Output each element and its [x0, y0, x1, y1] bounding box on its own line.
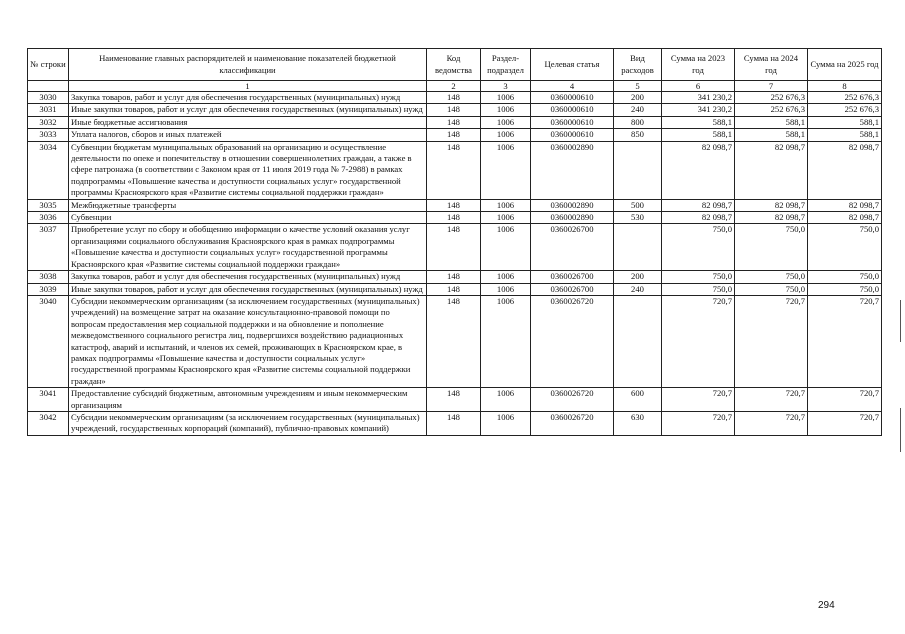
row-dept-code: 148 [427, 212, 481, 224]
row-dept-code: 148 [427, 388, 481, 412]
row-expense-type: 600 [614, 388, 662, 412]
row-target-article: 0360026720 [531, 388, 614, 412]
row-dept-code: 148 [427, 92, 481, 104]
row-sum-2024: 82 098,7 [735, 141, 808, 199]
row-sum-2025: 720,7 [808, 388, 882, 412]
table-row [28, 271, 882, 283]
row-sum-2024: 252 676,3 [735, 92, 808, 104]
table-header [28, 49, 882, 92]
row-section: 1006 [481, 388, 531, 412]
row-sum-2024: 82 098,7 [735, 199, 808, 211]
header-sum-2023: Сумма на 2023 год [662, 49, 735, 81]
row-name: Закупка товаров, работ и услуг для обеспечения государственных (муниципальных) нужд [69, 92, 427, 104]
row-sum-2023: 82 098,7 [662, 199, 735, 211]
row-expense-type: 200 [614, 92, 662, 104]
row-sum-2023: 720,7 [662, 295, 735, 387]
row-sum-2023: 341 230,2 [662, 104, 735, 116]
col-number: 2 [427, 81, 481, 92]
header-sum-2025: Сумма на 2025 год [808, 49, 882, 81]
table-row [28, 283, 882, 295]
row-name: Уплата налогов, сборов и иных платежей [69, 129, 427, 141]
scan-mark [900, 408, 901, 452]
row-sum-2023: 341 230,2 [662, 92, 735, 104]
header-sum-2024: Сумма на 2024 год [735, 49, 808, 81]
row-sum-2025: 588,1 [808, 129, 882, 141]
row-dept-code: 148 [427, 283, 481, 295]
row-section: 1006 [481, 212, 531, 224]
row-section: 1006 [481, 92, 531, 104]
col-number: 5 [614, 81, 662, 92]
row-dept-code: 148 [427, 116, 481, 128]
row-sum-2024: 588,1 [735, 129, 808, 141]
row-target-article: 0360000610 [531, 104, 614, 116]
row-number: 3035 [28, 199, 69, 211]
col-number: 6 [662, 81, 735, 92]
row-sum-2025: 750,0 [808, 224, 882, 271]
row-name: Субсидии некоммерческим организациям (за исключением государственных (муниципальных) учреждений) на возмещение затрат на оказание консультационно-правовой помощи по вопросам предоставления мер социальной поддержки и на обновление и пополнение межведомственного социального регистра лиц, подвергшихся воздействию радиационных катастроф, аварий и испытаний, и членов их семей, проживающих в Красноярском крае, в рамках подпрограммы «Повышение качества и доступности социальных услуг» государственной программы Красноярского края «Развитие системы социальной поддержки граждан» [69, 295, 427, 387]
row-target-article: 0360000610 [531, 92, 614, 104]
row-sum-2023: 588,1 [662, 129, 735, 141]
row-sum-2025: 750,0 [808, 271, 882, 283]
row-expense-type: 240 [614, 104, 662, 116]
col-number: 3 [481, 81, 531, 92]
row-number: 3037 [28, 224, 69, 271]
row-sum-2025: 82 098,7 [808, 199, 882, 211]
row-section: 1006 [481, 104, 531, 116]
row-section: 1006 [481, 283, 531, 295]
row-sum-2024: 82 098,7 [735, 212, 808, 224]
row-name: Субсидии некоммерческим организациям (за исключением государственных (муниципальных) учреждений, государственных корпораций (компаний), публично-правовых компаний) [69, 411, 427, 435]
row-sum-2025: 82 098,7 [808, 212, 882, 224]
row-expense-type: 850 [614, 129, 662, 141]
row-target-article: 0360026720 [531, 295, 614, 387]
col-number: 4 [531, 81, 614, 92]
row-dept-code: 148 [427, 295, 481, 387]
row-sum-2025: 720,7 [808, 411, 882, 435]
row-expense-type [614, 141, 662, 199]
row-number: 3039 [28, 283, 69, 295]
header-target-article: Целевая статья [531, 49, 614, 81]
row-number: 3041 [28, 388, 69, 412]
row-expense-type: 630 [614, 411, 662, 435]
table-row [28, 199, 882, 211]
row-section: 1006 [481, 116, 531, 128]
row-number: 3036 [28, 212, 69, 224]
row-sum-2025: 252 676,3 [808, 104, 882, 116]
row-target-article: 0360000610 [531, 116, 614, 128]
table-body [28, 92, 882, 436]
header-expense-type: Вид расходов [614, 49, 662, 81]
row-number: 3031 [28, 104, 69, 116]
row-sum-2023: 750,0 [662, 224, 735, 271]
row-target-article: 0360000610 [531, 129, 614, 141]
row-sum-2023: 82 098,7 [662, 141, 735, 199]
table-row [28, 129, 882, 141]
row-sum-2025: 720,7 [808, 295, 882, 387]
row-expense-type: 530 [614, 212, 662, 224]
row-name: Иные закупки товаров, работ и услуг для обеспечения государственных (муниципальных) нужд [69, 104, 427, 116]
row-sum-2024: 750,0 [735, 224, 808, 271]
row-section: 1006 [481, 411, 531, 435]
row-sum-2024: 720,7 [735, 411, 808, 435]
row-sum-2024: 750,0 [735, 283, 808, 295]
row-number: 3038 [28, 271, 69, 283]
row-target-article: 0360002890 [531, 199, 614, 211]
column-number-row [28, 81, 882, 92]
row-target-article: 0360002890 [531, 212, 614, 224]
table-row [28, 92, 882, 104]
table-row [28, 116, 882, 128]
row-sum-2025: 82 098,7 [808, 141, 882, 199]
row-sum-2024: 588,1 [735, 116, 808, 128]
row-name: Иные бюджетные ассигнования [69, 116, 427, 128]
row-name: Предоставление субсидий бюджетным, автономным учреждениям и иным некоммерческим организациям [69, 388, 427, 412]
row-sum-2023: 750,0 [662, 283, 735, 295]
header-name: Наименование главных распорядителей и наименование показателей бюджетной классификации [69, 49, 427, 81]
row-section: 1006 [481, 141, 531, 199]
row-name: Закупка товаров, работ и услуг для обеспечения государственных (муниципальных) нужд [69, 271, 427, 283]
row-sum-2024: 750,0 [735, 271, 808, 283]
row-number: 3033 [28, 129, 69, 141]
row-section: 1006 [481, 295, 531, 387]
row-dept-code: 148 [427, 104, 481, 116]
table-row [28, 388, 882, 412]
table-row [28, 411, 882, 435]
header-section: Раздел-подраздел [481, 49, 531, 81]
row-target-article: 0360026700 [531, 271, 614, 283]
row-expense-type [614, 224, 662, 271]
row-dept-code: 148 [427, 141, 481, 199]
row-target-article: 0360026720 [531, 411, 614, 435]
row-number: 3034 [28, 141, 69, 199]
row-sum-2023: 750,0 [662, 271, 735, 283]
row-sum-2024: 720,7 [735, 295, 808, 387]
row-dept-code: 148 [427, 199, 481, 211]
row-name: Субвенции бюджетам муниципальных образований на организацию и осуществление деятельности по опеке и попечительству в отношении совершеннолетних граждан, а также в сфере патронажа (в соответствии с Законом края от 11 июля 2019 года № 7-2988) в рамках подпрограммы «Повышение качества и доступности социальных услуг» государственной программы Красноярского края «Развитие системы социальной поддержки граждан» [69, 141, 427, 199]
header-dept-code: Код ведомства [427, 49, 481, 81]
row-dept-code: 148 [427, 411, 481, 435]
row-number: 3030 [28, 92, 69, 104]
table-row [28, 212, 882, 224]
row-expense-type [614, 295, 662, 387]
table-row [28, 295, 882, 387]
row-name: Межбюджетные трансферты [69, 199, 427, 211]
row-sum-2025: 252 676,3 [808, 92, 882, 104]
row-section: 1006 [481, 129, 531, 141]
header-row-no: № строки [28, 49, 69, 81]
row-expense-type: 800 [614, 116, 662, 128]
row-sum-2025: 588,1 [808, 116, 882, 128]
row-dept-code: 148 [427, 224, 481, 271]
col-number: 7 [735, 81, 808, 92]
row-sum-2024: 252 676,3 [735, 104, 808, 116]
row-expense-type: 200 [614, 271, 662, 283]
row-target-article: 0360002890 [531, 141, 614, 199]
row-number: 3042 [28, 411, 69, 435]
row-dept-code: 148 [427, 129, 481, 141]
row-number: 3040 [28, 295, 69, 387]
row-name: Иные закупки товаров, работ и услуг для обеспечения государственных (муниципальных) нужд [69, 283, 427, 295]
row-sum-2024: 720,7 [735, 388, 808, 412]
row-expense-type: 500 [614, 199, 662, 211]
row-sum-2025: 750,0 [808, 283, 882, 295]
col-number: 1 [69, 81, 427, 92]
scan-mark [900, 300, 901, 342]
page-number: 294 [818, 600, 835, 611]
row-target-article: 0360026700 [531, 224, 614, 271]
row-sum-2023: 82 098,7 [662, 212, 735, 224]
row-section: 1006 [481, 224, 531, 271]
col-number [28, 81, 69, 92]
table-row [28, 141, 882, 199]
row-dept-code: 148 [427, 271, 481, 283]
row-expense-type: 240 [614, 283, 662, 295]
row-section: 1006 [481, 199, 531, 211]
row-name: Субвенции [69, 212, 427, 224]
row-sum-2023: 588,1 [662, 116, 735, 128]
row-name: Приобретение услуг по сбору и обобщению информации о качестве условий оказания услуг организациями социального обслуживания Красноярского края в рамках подпрограммы «Повышение качества и доступности социальных услуг» государственной программы Красноярского края «Развитие системы социальной поддержки граждан» [69, 224, 427, 271]
row-sum-2023: 720,7 [662, 411, 735, 435]
table-row [28, 104, 882, 116]
row-section: 1006 [481, 271, 531, 283]
document-page [27, 48, 882, 436]
row-target-article: 0360026700 [531, 283, 614, 295]
budget-table [27, 48, 882, 436]
table-row [28, 224, 882, 271]
col-number: 8 [808, 81, 882, 92]
row-sum-2023: 720,7 [662, 388, 735, 412]
row-number: 3032 [28, 116, 69, 128]
